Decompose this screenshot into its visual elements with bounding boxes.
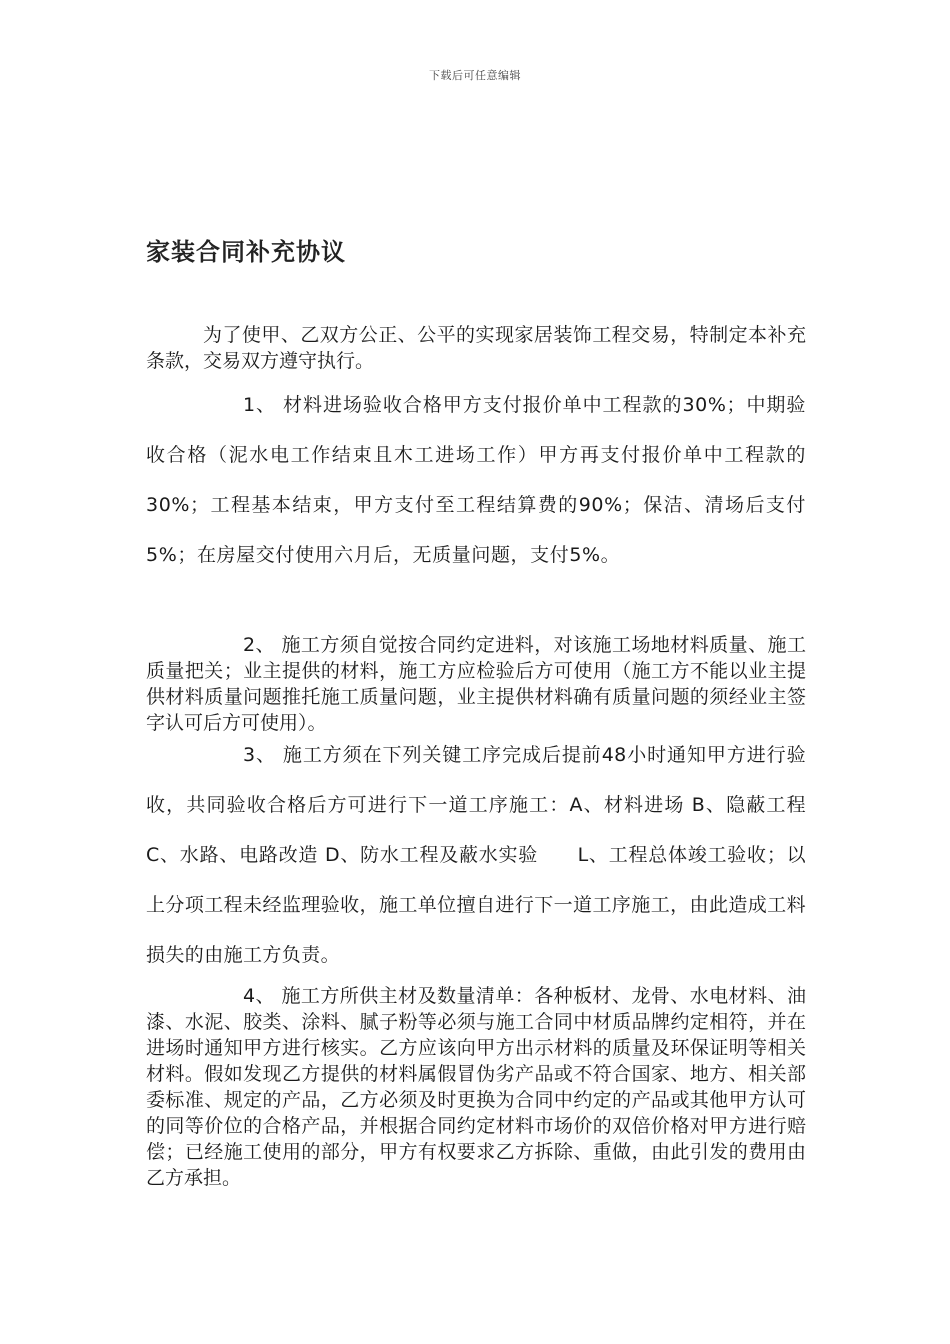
clause-2-material-quality: 2、 施工方须自觉按合同约定进料，对该施工场地材料质量、施工质量把关；业主提供的材料，施工方应检验后方可使用（施工方不能以业主提供材料质量问题推托施工质量问题，业主提供材料确有质量问题的须经业主签字认可后方可使用）。	[146, 634, 806, 734]
clause-4-supplied-materials: 4、 施工方所供主材及数量清单：各种板材、龙骨、水电材料、油漆、水泥、胶类、涂料、腻子粉等必须与施工合同中材质品牌约定相符，并在进场时通知甲方进行核实。乙方应该向甲方出示材料的质量及环保证明等相关材料。假如发现乙方提供的材料属假冒伪劣产品或不符合国家、地方、相关部委标准、规定的产品，乙方必须及时更换为合同中约定的产品或其他甲方认可的同等价位的合格产品，并根据合同约定材料市场价的双倍价格对甲方进行赔偿；已经施工使用的部分，甲方有权要求乙方拆除、重做，由此引发的费用由乙方承担。	[146, 985, 806, 1189]
document-title: 家装合同补充协议	[146, 238, 346, 266]
header-note: 下载后可任意编辑	[429, 69, 521, 82]
clause-3-inspection-stages: 3、 施工方须在下列关键工序完成后提前48小时通知甲方进行验收，共同验收合格后方可进行下一道工序施工：A、材料进场 B、隐蔽工程 C、水路、电路改造 D、防水工程及蔽水实验 L、工程总体竣工验收；以上分项工程未经监理验收，施工单位擅自进行下一道工序施工，由此造成工料损失的由施工方负责。	[146, 744, 806, 966]
intro-paragraph: 为了使甲、乙双方公正、公平的实现家居装饰工程交易，特制定本补充条款，交易双方遵守执行。	[146, 324, 806, 372]
clause-1-payment-terms: 1、 材料进场验收合格甲方支付报价单中工程款的30%；中期验收合格（泥水电工作结束且木工进场工作）甲方再支付报价单中工程款的30%；工程基本结束，甲方支付至工程结算费的90%；保洁、清场后支付5%；在房屋交付使用六月后，无质量问题，支付5%。	[146, 394, 806, 566]
